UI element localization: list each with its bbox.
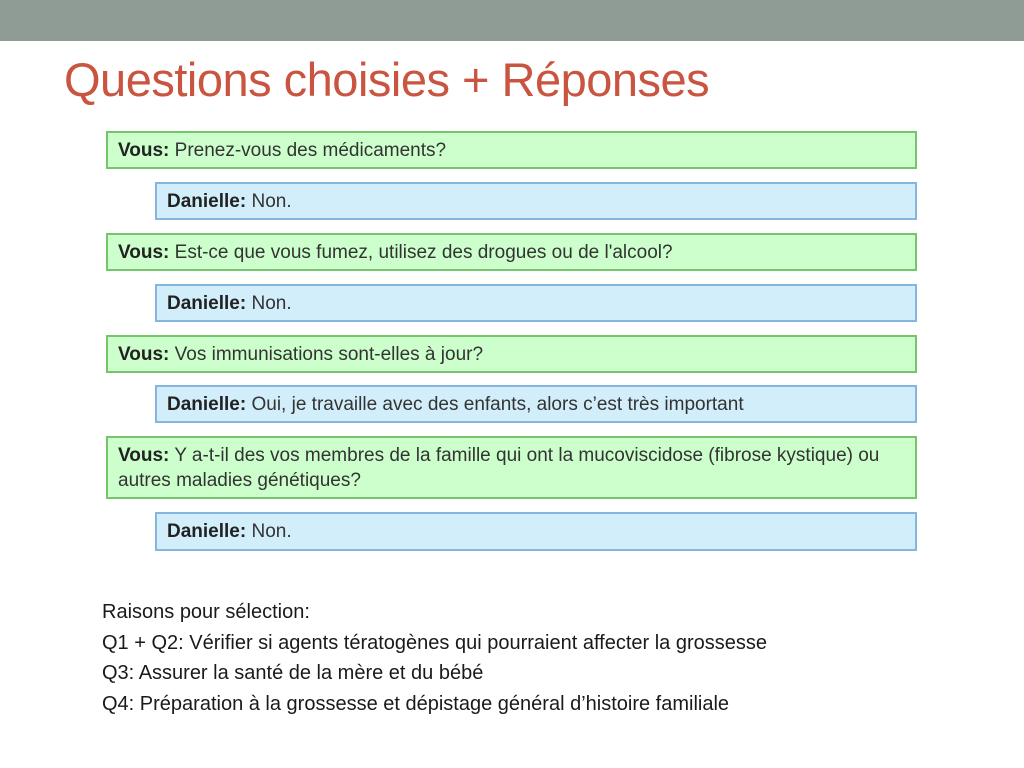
speaker-label: Vous: xyxy=(118,140,170,161)
answer-bubble-3 xyxy=(155,385,917,423)
reasons-heading: Raisons pour sélection: xyxy=(102,601,310,623)
question-bubble-1 xyxy=(106,131,917,169)
question-text: Vos immunisations sont-elles à jour? xyxy=(174,344,484,365)
speaker-label: Vous: xyxy=(118,445,170,466)
answer-text: Non. xyxy=(251,191,292,212)
speaker-label: Danielle: xyxy=(167,394,247,415)
answer-text: Non. xyxy=(251,293,292,314)
question-bubble-3 xyxy=(106,335,917,373)
question-text: Y a-t-il des vos membres de la famille qui ont la mucoviscidose (fibrose kystique) ou autres maladies génétiques? xyxy=(118,445,880,491)
answer-bubble-1 xyxy=(155,182,917,220)
question-bubble-4 xyxy=(106,436,917,499)
speaker-label: Vous: xyxy=(118,344,170,365)
speaker-label: Danielle: xyxy=(167,293,247,314)
slide-title: Questions choisies + Réponses xyxy=(64,53,710,106)
reason-line: Q3: Assurer la santé de la mère et du bébé xyxy=(102,662,484,684)
selection-reasons xyxy=(102,597,962,719)
speaker-label: Danielle: xyxy=(167,521,247,542)
question-text: Est-ce que vous fumez, utilisez des drogues ou de l'alcool? xyxy=(174,242,673,263)
answer-bubble-4 xyxy=(155,512,917,551)
answer-text: Non. xyxy=(251,521,292,542)
speaker-label: Vous: xyxy=(118,242,170,263)
answer-bubble-2 xyxy=(155,284,917,322)
reason-line: Q4: Préparation à la grossesse et dépistage général d’histoire familiale xyxy=(102,692,730,715)
question-bubble-2 xyxy=(106,233,917,271)
answer-text: Oui, je travaille avec des enfants, alors c’est très important xyxy=(251,394,744,415)
speaker-label: Danielle: xyxy=(167,191,247,212)
reason-line: Q1 + Q2: Vérifier si agents tératogènes qui pourraient affecter la grossesse xyxy=(102,631,767,654)
question-text: Prenez-vous des médicaments? xyxy=(174,140,447,161)
